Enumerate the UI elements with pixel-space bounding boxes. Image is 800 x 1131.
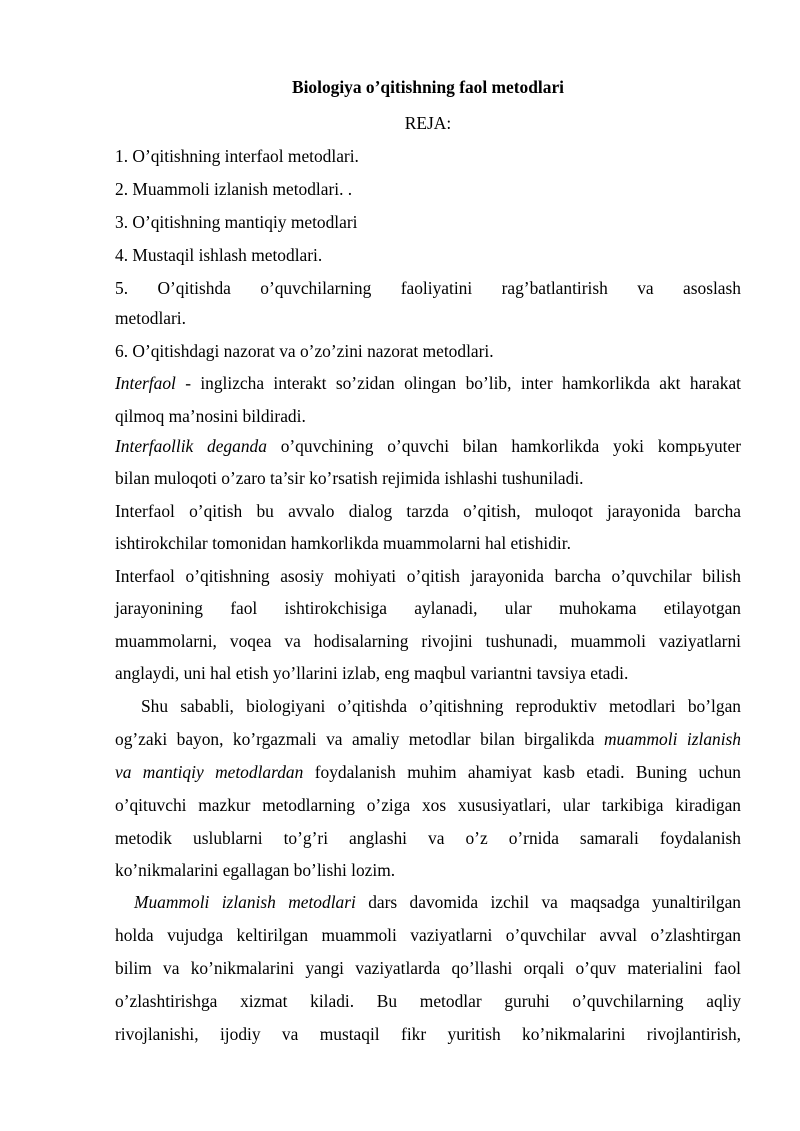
document-title: Biologiya o’qitishning faol metodlari: [292, 77, 564, 97]
paragraph-6-line-5: rivojlanishi, ijodiy va mustaqil fikr yuritish ko’nikmalarini rivojlantirish,: [115, 1024, 741, 1044]
paragraph-6-line-4: o’zlashtirishga xizmat kiladi. Bu metodlar guruhi o’quvchilarning aqliy: [115, 991, 741, 1011]
plan-item-2: 2. Muammoli izlanish metodlari. .: [115, 179, 353, 199]
interfaollik-definition-line-2: bilan muloqoti o’zaro ta’sir ko’rsatish rejimida ishlashi tushuniladi.: [115, 468, 584, 488]
interfaol-definition-line-1: Interfaol - inglizcha interakt so’zidan olingan bo’lib, inter hamkorlikda akt harakat: [115, 373, 741, 393]
plan-item-4: 4. Mustaqil ishlash metodlari.: [115, 245, 323, 265]
paragraph-3-line-1: Interfaol o’qitish bu avvalo dialog tarzda o’qitish, muloqot jarayonida barcha: [115, 501, 741, 521]
paragraph-4-line-1: Interfaol o’qitishning asosiy mohiyati o’qitish jarayonida barcha o’quvchilar bilish: [115, 566, 741, 586]
italic-phrase: muammoli izlanish: [603, 729, 741, 749]
plan-item-1: 1. O’qitishning interfaol metodlari.: [115, 146, 359, 166]
paragraph-6-line-1: Muammoli izlanish metodlari dars davomida izchil va maqsadga yunaltirilgan: [134, 892, 741, 912]
paragraph-4-line-2: jarayonining faol ishtirokchisiga aylanadi, ular muhokama etilayotgan: [115, 598, 741, 618]
paragraph-4-line-3: muammolarni, voqea va hodisalarning rivojini tushunadi, muammoli vaziyatlarni: [115, 631, 741, 651]
paragraph-5-line-1: Shu sababli, biologiyani o’qitishda o’qitishning reproduktiv metodlari bo’lgan: [141, 696, 741, 716]
plan-item-5-line-2: metodlari.: [115, 308, 186, 328]
paragraph-3-line-2: ishtirokchilar tomonidan hamkorlikda muammolarni hal etishidir.: [115, 533, 571, 553]
italic-phrase: va mantiqiy metodlardan: [115, 762, 304, 782]
paragraph-5-line-3: va mantiqiy metodlardan foydalanish muhim ahamiyat kasb etadi. Buning uchun: [115, 762, 741, 782]
interfaollik-definition-line-1: Interfaollik deganda o’quvchining o’quvchi bilan hamkorlikda yoki kompьyuter: [115, 436, 741, 456]
paragraph-4-line-4: anglaydi, uni hal etish yo’llarini izlab, eng maqbul variantni tavsiya etadi.: [115, 663, 629, 683]
paragraph-5-line-2: og’zaki bayon, ko’rgazmali va amaliy metodlar bilan birgalikda muammoli izlanish: [115, 729, 741, 749]
interfaol-definition-line-2: qilmoq ma’nosini bildiradi.: [115, 406, 306, 426]
paragraph-5-line-4: o’qituvchi mazkur metodlarning o’ziga xos xususiyatlari, ular tarkibiga kiradigan: [115, 795, 741, 815]
muammoli-izlanish-term: Muammoli izlanish metodlari: [134, 892, 356, 912]
plan-item-5-line-1: 5. O’qitishda o’quvchilarning faoliyatini rag’batlantirish va asoslash: [115, 278, 741, 298]
plan-item-6: 6. O’qitishdagi nazorat va o’zo’zini nazorat metodlari.: [115, 341, 494, 361]
interfaollik-term: Interfaollik deganda: [115, 436, 267, 456]
plan-heading: REJA:: [404, 113, 452, 133]
paragraph-5-line-6: ko’nikmalarini egallagan bo’lishi lozim.: [115, 860, 396, 880]
paragraph-6-line-2: holda vujudga keltirilgan muammoli vaziyatlarni o’quvchilar avval o’zlashtirgan: [115, 925, 741, 945]
paragraph-5-line-5: metodik uslublarni to’g’ri anglashi va o’z o’rnida samarali foydalanish: [115, 828, 741, 848]
interfaol-term: Interfaol: [115, 373, 176, 393]
paragraph-6-line-3: bilim va ko’nikmalarini yangi vaziyatlarda qo’llashi orqali o’quv materialini faol: [115, 958, 741, 978]
plan-item-3: 3. O’qitishning mantiqiy metodlari: [115, 212, 358, 232]
